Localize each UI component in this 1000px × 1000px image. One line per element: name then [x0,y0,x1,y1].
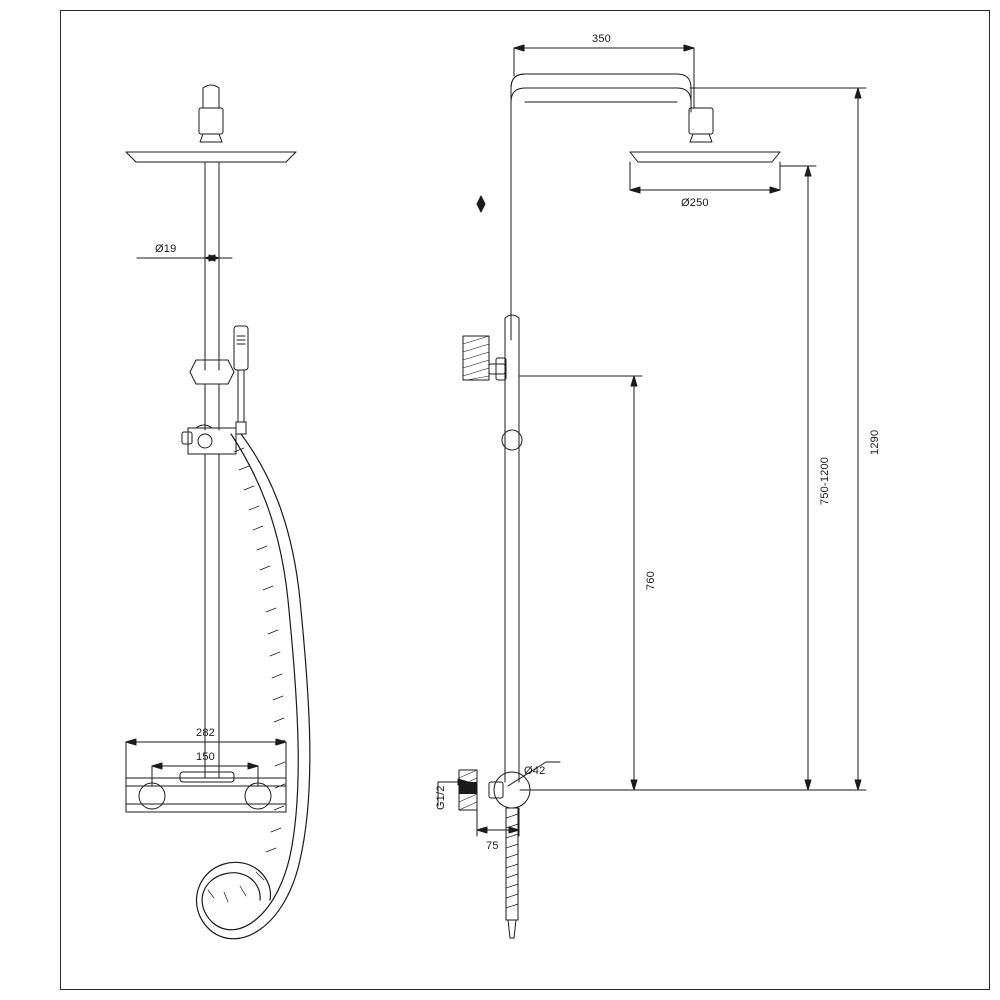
dim-750-1200 [780,166,816,790]
dim-label-750-1200: 750-1200 [819,456,831,505]
dim-label-760: 760 [645,571,657,590]
dim-label-75: 75 [486,840,499,852]
adjust-arrows [477,196,485,212]
dim-label-42: Ø42 [524,765,546,777]
dim-75 [477,808,519,836]
dim-label-g12: G1/2 [435,785,447,810]
dim-label-pipe-diameter: Ø19 [155,243,177,255]
dim-label-250: Ø250 [681,197,709,209]
dim-label-282: 282 [196,727,215,739]
dim-760 [520,376,642,790]
front-view-geometry [126,85,310,939]
side-view-geometry [459,74,780,938]
dim-label-1290: 1290 [869,429,881,455]
dim-label-350: 350 [592,33,611,45]
dim-pipe-diameter [137,255,232,261]
dim-1290 [520,88,866,790]
dim-label-150: 150 [196,751,215,763]
dim-350 [514,45,694,108]
dim-250 [630,162,780,193]
